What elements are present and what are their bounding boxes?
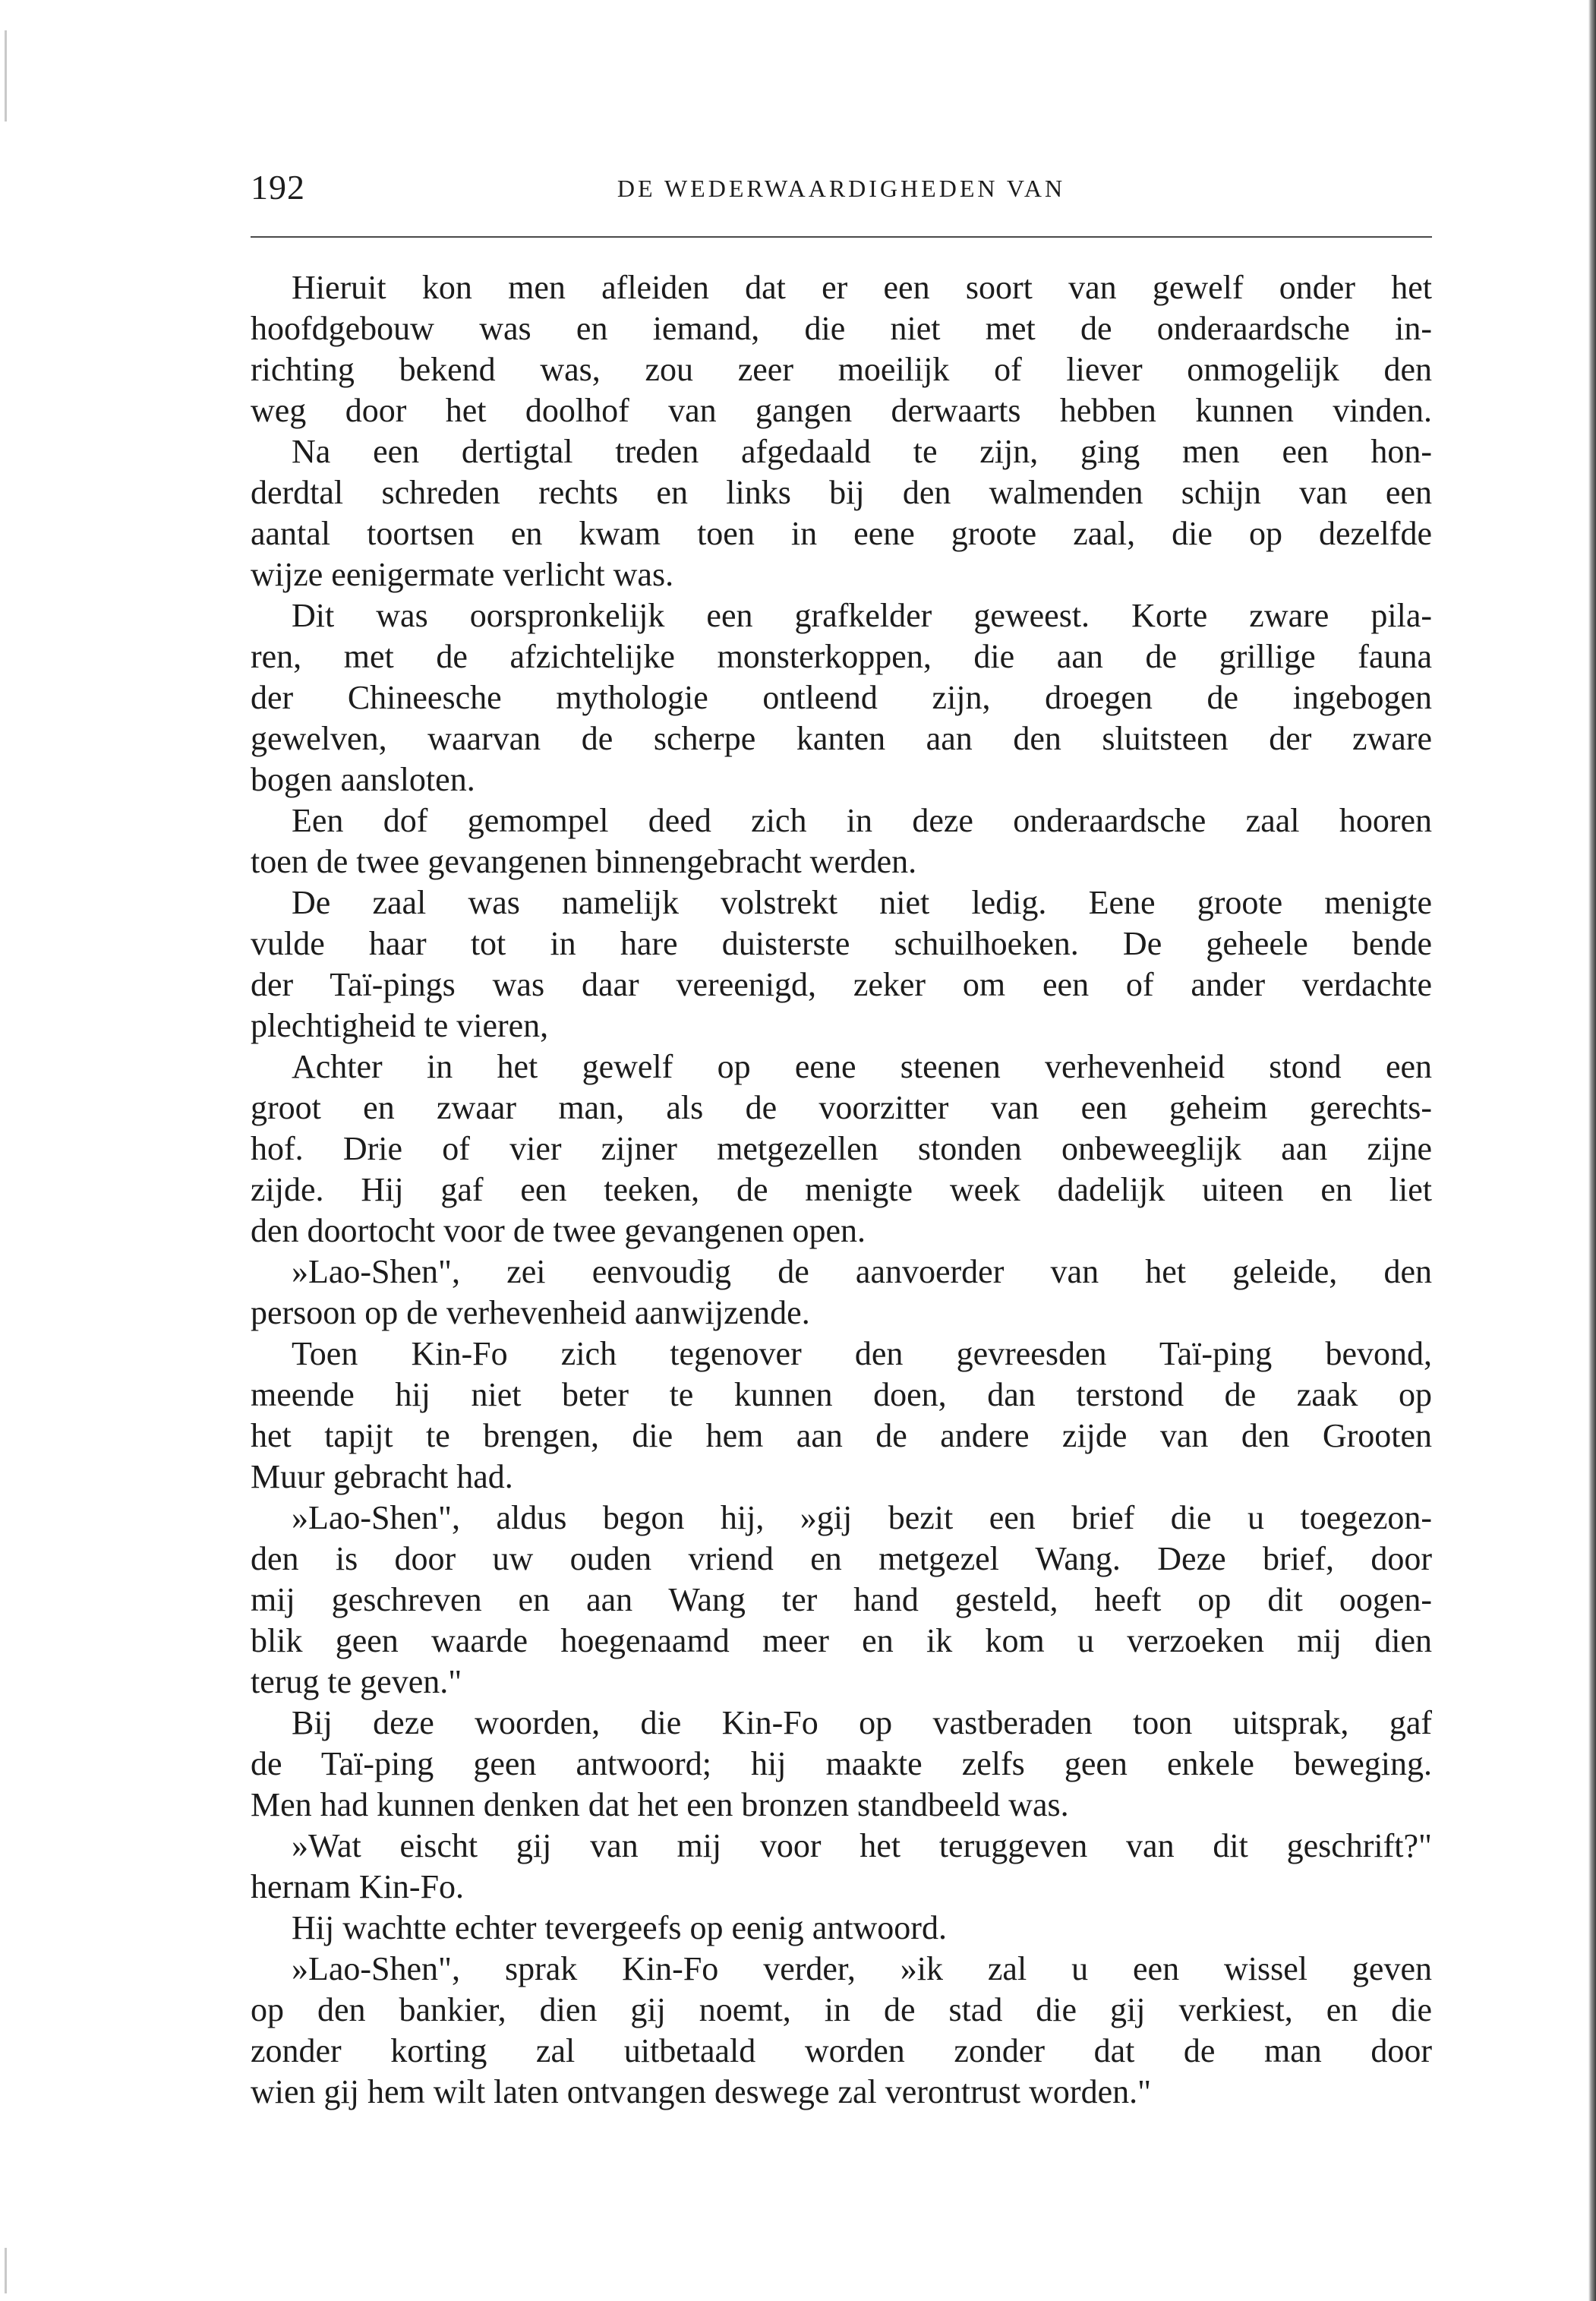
left-margin-speck xyxy=(5,30,7,122)
text-line: der Chineesche mythologie ontleend zijn, droegen de ingebogen xyxy=(251,679,1432,716)
text-line: aantal toortsen en kwam toen in eene groote zaal, die op dezelfde xyxy=(251,515,1432,552)
text-line: ren, met de afzichtelijke monsterkoppen, die aan de grillige fauna xyxy=(251,638,1432,675)
text-line: Een dof gemompel deed zich in deze onderaardsche zaal hooren xyxy=(292,802,1432,839)
text-line: Men had kunnen denken dat het een bronzen standbeeld was. xyxy=(251,1786,1069,1823)
text-line: wien gij hem wilt laten ontvangen deswege zal verontrust worden." xyxy=(251,2073,1152,2110)
left-margin-speck xyxy=(5,2248,7,2293)
text-line: blik geen waarde hoegenaamd meer en ik kom u verzoeken mij dien xyxy=(251,1622,1432,1659)
text-line: gewelven, waarvan de scherpe kanten aan den sluitsteen der zware xyxy=(251,720,1432,757)
text-line: richting bekend was, zou zeer moeilijk of liever onmogelijk den xyxy=(251,351,1432,388)
text-line: weg door het doolhof van gangen derwaarts hebben kunnen vinden. xyxy=(251,392,1432,429)
text-line: op den bankier, dien gij noemt, in de stad die gij verkiest, en die xyxy=(251,1991,1432,2028)
text-line: »Wat eischt gij van mij voor het teruggeven van dit geschrift?" xyxy=(292,1827,1432,1864)
text-line: plechtigheid te vieren, xyxy=(251,1007,549,1044)
text-line: den doortocht voor de twee gevangenen open. xyxy=(251,1212,866,1249)
header-rule xyxy=(251,236,1432,238)
text-line: zonder korting zal uitbetaald worden zonder dat de man door xyxy=(251,2032,1432,2069)
text-line: wijze eenigermate verlicht was. xyxy=(251,556,674,593)
text-line: »Lao-Shen", sprak Kin-Fo verder, »ik zal u een wissel geven xyxy=(292,1950,1432,1987)
text-line: de Taï-ping geen antwoord; hij maakte zelfs geen enkele beweging. xyxy=(251,1745,1432,1782)
body-text xyxy=(251,267,1432,2113)
text-line: persoon op de verhevenheid aanwijzende. xyxy=(251,1294,810,1331)
running-title: DE WEDERWAARDIGHEDEN VAN xyxy=(617,175,1066,202)
text-line: terug te geven." xyxy=(251,1663,462,1700)
text-line: Hij wachtte echter tevergeefs op eenig antwoord. xyxy=(292,1909,947,1946)
text-line: hoofdgebouw was en iemand, die niet met de onderaardsche in- xyxy=(251,310,1432,347)
text-line: toen de twee gevangenen binnengebracht werden. xyxy=(251,843,917,880)
text-line: der Taï-pings was daar vereenigd, zeker om een of ander verdachte xyxy=(251,966,1432,1003)
text-line: vulde haar tot in hare duisterste schuilhoeken. De geheele bende xyxy=(251,925,1432,962)
text-line: den is door uw ouden vriend en metgezel Wang. Deze brief, door xyxy=(251,1540,1432,1577)
text-line: Na een dertigtal treden afgedaald te zijn, ging men een hon- xyxy=(292,433,1432,470)
text-line: De zaal was namelijk volstrekt niet ledig. Eene groote menigte xyxy=(292,884,1432,921)
text-line: Bij deze woorden, die Kin-Fo op vastberaden toon uitsprak, gaf xyxy=(292,1704,1432,1741)
text-line: bogen aansloten. xyxy=(251,761,475,798)
page-header xyxy=(251,169,1432,207)
text-line: hof. Drie of vier zijner metgezellen stonden onbeweeglijk aan zijne xyxy=(251,1130,1432,1167)
page-spine-edge xyxy=(1588,0,1596,2301)
text-line: Hieruit kon men afleiden dat er een soort van gewelf onder het xyxy=(292,269,1432,306)
text-line: derdtal schreden rechts en links bij den walmenden schijn van een xyxy=(251,474,1432,511)
text-line: mij geschreven en aan Wang ter hand gesteld, heeft op dit oogen- xyxy=(251,1581,1432,1618)
text-line: hernam Kin-Fo. xyxy=(251,1868,465,1905)
text-line: groot en zwaar man, als de voorzitter van een geheim gerechts- xyxy=(251,1089,1432,1126)
text-line: »Lao-Shen", aldus begon hij, »gij bezit een brief die u toegezon- xyxy=(292,1499,1432,1536)
text-line: zijde. Hij gaf een teeken, de menigte week dadelijk uiteen en liet xyxy=(251,1171,1432,1208)
text-line: Muur gebracht had. xyxy=(251,1458,513,1495)
text-line: het tapijt te brengen, die hem aan de andere zijde van den Grooten xyxy=(251,1417,1432,1454)
text-line: meende hij niet beter te kunnen doen, dan terstond de zaak op xyxy=(251,1376,1432,1413)
text-line: »Lao-Shen", zei eenvoudig de aanvoerder van het geleide, den xyxy=(292,1253,1432,1290)
text-line: Achter in het gewelf op eene steenen verhevenheid stond een xyxy=(292,1048,1432,1085)
text-line: Dit was oorspronkelijk een grafkelder geweest. Korte zware pila- xyxy=(292,597,1432,634)
text-line: Toen Kin-Fo zich tegenover den gevreesden Taï-ping bevond, xyxy=(292,1335,1432,1372)
page-number: 192 xyxy=(251,168,305,207)
